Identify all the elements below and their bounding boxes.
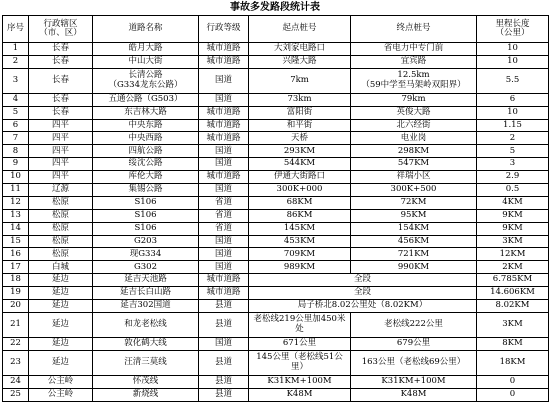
cell-district: 延边 bbox=[29, 350, 93, 375]
cell-grade: 国道 bbox=[199, 68, 249, 93]
cell-road: 新烧线 bbox=[93, 388, 199, 401]
cell-num: 18 bbox=[3, 274, 29, 287]
cell-length: 6 bbox=[477, 93, 549, 106]
table-row bbox=[3, 312, 549, 337]
table-row bbox=[3, 184, 549, 197]
cell-range: 全段 bbox=[249, 287, 477, 300]
cell-start: 86KM bbox=[249, 209, 351, 222]
statistics-table bbox=[2, 15, 549, 402]
cell-district: 辽源 bbox=[29, 184, 93, 197]
cell-num: 9 bbox=[3, 158, 29, 171]
cell-start: K31KM+100M bbox=[249, 375, 351, 388]
cell-end: K31KM+100M bbox=[351, 375, 477, 388]
cell-grade: 城市道路 bbox=[199, 274, 249, 287]
cell-grade: 国道 bbox=[199, 145, 249, 158]
cell-grade: 县道 bbox=[199, 350, 249, 375]
cell-district: 公主岭 bbox=[29, 388, 93, 401]
cell-length: 3KM bbox=[477, 312, 549, 337]
table-row bbox=[3, 158, 549, 171]
cell-district: 松原 bbox=[29, 196, 93, 209]
cell-num: 14 bbox=[3, 222, 29, 235]
cell-num: 4 bbox=[3, 93, 29, 106]
cell-start: 7km bbox=[249, 68, 351, 93]
header-end: 终点桩号 bbox=[351, 16, 477, 43]
cell-district: 四平 bbox=[29, 171, 93, 184]
cell-district: 松原 bbox=[29, 209, 93, 222]
cell-length: 2KM bbox=[477, 261, 549, 274]
cell-start: 老松线219公里加450米处 bbox=[249, 312, 351, 337]
cell-start: 兴隆大路 bbox=[249, 55, 351, 68]
cell-grade: 县道 bbox=[199, 388, 249, 401]
cell-length: 0.5 bbox=[477, 184, 549, 197]
cell-start: 544KM bbox=[249, 158, 351, 171]
cell-length: 0 bbox=[477, 388, 549, 401]
cell-end: 298KM bbox=[351, 145, 477, 158]
cell-district: 长春 bbox=[29, 93, 93, 106]
table-row bbox=[3, 274, 549, 287]
cell-length: 1.15 bbox=[477, 119, 549, 132]
cell-end: 79km bbox=[351, 93, 477, 106]
cell-road: S106 bbox=[93, 222, 199, 235]
cell-district: 长春 bbox=[29, 68, 93, 93]
cell-grade: 国道 bbox=[199, 248, 249, 261]
cell-end: 宜宾路 bbox=[351, 55, 477, 68]
cell-length: 4KM bbox=[477, 196, 549, 209]
cell-start: 大刘家电路口 bbox=[249, 43, 351, 56]
header-road: 道路名称 bbox=[93, 16, 199, 43]
cell-num: 17 bbox=[3, 261, 29, 274]
cell-num: 21 bbox=[3, 312, 29, 337]
cell-grade: 城市道路 bbox=[199, 287, 249, 300]
cell-road: S106 bbox=[93, 209, 199, 222]
cell-start: 300K+000 bbox=[249, 184, 351, 197]
header-grade: 行政等级 bbox=[199, 16, 249, 43]
cell-start: 709KM bbox=[249, 248, 351, 261]
cell-road: 汪清三莫线 bbox=[93, 350, 199, 375]
cell-road: 库伦大路 bbox=[93, 171, 199, 184]
cell-length: 3KM bbox=[477, 235, 549, 248]
cell-road: 东吉林大路 bbox=[93, 106, 199, 119]
cell-num: 15 bbox=[3, 235, 29, 248]
cell-start: K48M bbox=[249, 388, 351, 401]
cell-road: 怀茂线 bbox=[93, 375, 199, 388]
cell-grade: 省道 bbox=[199, 209, 249, 222]
cell-length: 8KM bbox=[477, 337, 549, 350]
cell-num: 23 bbox=[3, 350, 29, 375]
cell-end: 省电力中专门前 bbox=[351, 43, 477, 56]
cell-num: 10 bbox=[3, 171, 29, 184]
cell-road: 延吉302国道 bbox=[93, 300, 199, 313]
cell-start: 145公里（老松线51公里） bbox=[249, 350, 351, 375]
cell-grade: 城市道路 bbox=[199, 43, 249, 56]
cell-length: 5 bbox=[477, 145, 549, 158]
cell-num: 8 bbox=[3, 145, 29, 158]
cell-road: 敦化鹤大线 bbox=[93, 337, 199, 350]
cell-start: 和平街 bbox=[249, 119, 351, 132]
cell-district: 长春 bbox=[29, 55, 93, 68]
cell-length: 10 bbox=[477, 55, 549, 68]
cell-num: 20 bbox=[3, 300, 29, 313]
table-row bbox=[3, 132, 549, 145]
cell-start: 293KM bbox=[249, 145, 351, 158]
cell-road: G203 bbox=[93, 235, 199, 248]
cell-road: 现G334 bbox=[93, 248, 199, 261]
cell-road: 延吉长白山路 bbox=[93, 287, 199, 300]
cell-road: S106 bbox=[93, 196, 199, 209]
cell-num: 22 bbox=[3, 337, 29, 350]
cell-length: 2.9 bbox=[477, 171, 549, 184]
cell-grade: 国道 bbox=[199, 158, 249, 171]
cell-district: 长春 bbox=[29, 43, 93, 56]
cell-num: 19 bbox=[3, 287, 29, 300]
table-row bbox=[3, 171, 549, 184]
table-body bbox=[3, 43, 549, 402]
cell-length: 18KM bbox=[477, 350, 549, 375]
table-row bbox=[3, 196, 549, 209]
table-row bbox=[3, 222, 549, 235]
cell-start: 145KM bbox=[249, 222, 351, 235]
cell-grade: 省道 bbox=[199, 222, 249, 235]
cell-end: 12.5km （59中学至马架岭双阳界） bbox=[351, 68, 477, 93]
cell-district: 白城 bbox=[29, 261, 93, 274]
cell-grade: 城市道路 bbox=[199, 132, 249, 145]
cell-district: 四平 bbox=[29, 132, 93, 145]
cell-end: 英俊大路 bbox=[351, 106, 477, 119]
table-row bbox=[3, 337, 549, 350]
cell-grade: 省道 bbox=[199, 196, 249, 209]
cell-end: 老松线222公里 bbox=[351, 312, 477, 337]
cell-length: 10 bbox=[477, 43, 549, 56]
cell-start: 富阳街 bbox=[249, 106, 351, 119]
table-row bbox=[3, 300, 549, 313]
cell-road: 五通公路（G503） bbox=[93, 93, 199, 106]
cell-end: 北六经街 bbox=[351, 119, 477, 132]
cell-road: 中山大街 bbox=[93, 55, 199, 68]
cell-grade: 国道 bbox=[199, 184, 249, 197]
cell-grade: 城市道路 bbox=[199, 119, 249, 132]
cell-grade: 县道 bbox=[199, 312, 249, 337]
cell-start: 989KM bbox=[249, 261, 351, 274]
table-row bbox=[3, 287, 549, 300]
cell-length: 2 bbox=[477, 132, 549, 145]
header-length: 里程长度 （公里） bbox=[477, 16, 549, 43]
cell-grade: 国道 bbox=[199, 261, 249, 274]
cell-district: 松原 bbox=[29, 222, 93, 235]
cell-road: 延吉天池路 bbox=[93, 274, 199, 287]
cell-grade: 国道 bbox=[199, 93, 249, 106]
table-title: 事故多发路段统计表 bbox=[230, 2, 320, 13]
header-start: 起点桩号 bbox=[249, 16, 351, 43]
header-district: 行政辖区 （市、区） bbox=[29, 16, 93, 43]
cell-district: 延边 bbox=[29, 287, 93, 300]
cell-grade: 城市道路 bbox=[199, 55, 249, 68]
cell-road: 中央东路 bbox=[93, 119, 199, 132]
cell-grade: 城市道路 bbox=[199, 106, 249, 119]
cell-road: 中央西路 bbox=[93, 132, 199, 145]
cell-road: 集锡公路 bbox=[93, 184, 199, 197]
cell-end: K48M bbox=[351, 388, 477, 401]
table-row bbox=[3, 375, 549, 388]
cell-num: 3 bbox=[3, 68, 29, 93]
cell-district: 延边 bbox=[29, 274, 93, 287]
table-row bbox=[3, 209, 549, 222]
cell-district: 四平 bbox=[29, 145, 93, 158]
table-row bbox=[3, 119, 549, 132]
cell-range: 局子桥北8.02公里处（8.02KM） bbox=[249, 300, 477, 313]
cell-length: 9KM bbox=[477, 222, 549, 235]
cell-district: 延边 bbox=[29, 312, 93, 337]
cell-road: 绥沈公路 bbox=[93, 158, 199, 171]
cell-num: 11 bbox=[3, 184, 29, 197]
cell-grade: 城市道路 bbox=[199, 171, 249, 184]
cell-length: 5.5 bbox=[477, 68, 549, 93]
cell-length: 0 bbox=[477, 375, 549, 388]
cell-grade: 国道 bbox=[199, 337, 249, 350]
cell-num: 1 bbox=[3, 43, 29, 56]
cell-road: 四航公路 bbox=[93, 145, 199, 158]
cell-num: 24 bbox=[3, 375, 29, 388]
cell-length: 6.785KM bbox=[477, 274, 549, 287]
cell-length: 9KM bbox=[477, 209, 549, 222]
table-row bbox=[3, 248, 549, 261]
cell-district: 公主岭 bbox=[29, 375, 93, 388]
cell-road: 皓月大路 bbox=[93, 43, 199, 56]
cell-end: 547KM bbox=[351, 158, 477, 171]
cell-start: 天桥 bbox=[249, 132, 351, 145]
table-row bbox=[3, 43, 549, 56]
cell-end: 163公里（老松线69公里） bbox=[351, 350, 477, 375]
cell-end: 72KM bbox=[351, 196, 477, 209]
cell-end: 154KM bbox=[351, 222, 477, 235]
cell-num: 25 bbox=[3, 388, 29, 401]
cell-district: 延边 bbox=[29, 300, 93, 313]
cell-num: 6 bbox=[3, 119, 29, 132]
table-row bbox=[3, 145, 549, 158]
table-row bbox=[3, 106, 549, 119]
header-row bbox=[3, 16, 549, 43]
cell-district: 四平 bbox=[29, 119, 93, 132]
table-row bbox=[3, 261, 549, 274]
cell-start: 68KM bbox=[249, 196, 351, 209]
cell-end: 电业岗 bbox=[351, 132, 477, 145]
cell-start: 伊通大街路口 bbox=[249, 171, 351, 184]
cell-road: G302 bbox=[93, 261, 199, 274]
table-row bbox=[3, 55, 549, 68]
cell-district: 长春 bbox=[29, 106, 93, 119]
table-row bbox=[3, 235, 549, 248]
cell-district: 四平 bbox=[29, 158, 93, 171]
cell-length: 14.606KM bbox=[477, 287, 549, 300]
cell-start: 453KM bbox=[249, 235, 351, 248]
cell-range: 全段 bbox=[249, 274, 477, 287]
table-row bbox=[3, 350, 549, 375]
cell-length: 3 bbox=[477, 158, 549, 171]
cell-end: 721KM bbox=[351, 248, 477, 261]
cell-length: 12KM bbox=[477, 248, 549, 261]
cell-grade: 国道 bbox=[199, 235, 249, 248]
cell-start: 73km bbox=[249, 93, 351, 106]
cell-district: 松原 bbox=[29, 248, 93, 261]
table-row bbox=[3, 93, 549, 106]
table-row bbox=[3, 68, 549, 93]
cell-end: 祥瑞小区 bbox=[351, 171, 477, 184]
cell-end: 300K+500 bbox=[351, 184, 477, 197]
table-row bbox=[3, 388, 549, 401]
cell-length: 10 bbox=[477, 106, 549, 119]
cell-district: 延边 bbox=[29, 337, 93, 350]
cell-grade: 县道 bbox=[199, 375, 249, 388]
cell-grade: 县道 bbox=[199, 300, 249, 313]
cell-length: 8.02KM bbox=[477, 300, 549, 313]
cell-road: 长清公路 （G334龙东公路） bbox=[93, 68, 199, 93]
cell-end: 456KM bbox=[351, 235, 477, 248]
cell-num: 5 bbox=[3, 106, 29, 119]
cell-num: 16 bbox=[3, 248, 29, 261]
cell-end: 95KM bbox=[351, 209, 477, 222]
cell-district: 松原 bbox=[29, 235, 93, 248]
cell-road: 和龙老松线 bbox=[93, 312, 199, 337]
cell-num: 12 bbox=[3, 196, 29, 209]
cell-num: 7 bbox=[3, 132, 29, 145]
cell-end: 990KM bbox=[351, 261, 477, 274]
cell-num: 2 bbox=[3, 55, 29, 68]
header-num: 序号 bbox=[3, 16, 29, 43]
cell-start: 671公里 bbox=[249, 337, 351, 350]
cell-num: 13 bbox=[3, 209, 29, 222]
cell-end: 679公里 bbox=[351, 337, 477, 350]
